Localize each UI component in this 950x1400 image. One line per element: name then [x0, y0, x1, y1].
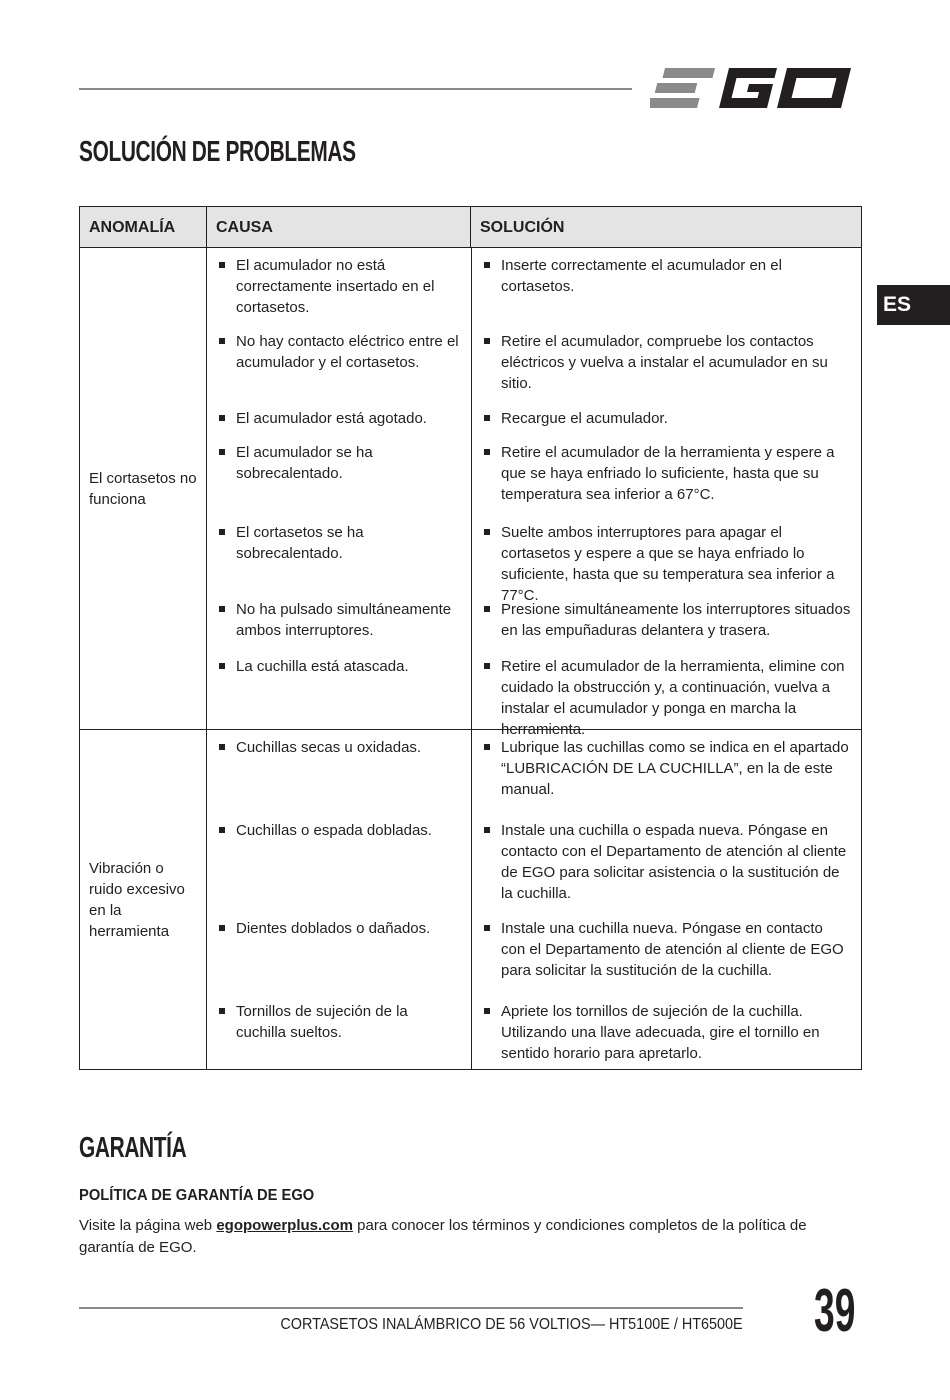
- cause-cell: [207, 248, 471, 324]
- bullet-icon: [219, 606, 225, 612]
- solution-cell: [471, 401, 861, 435]
- bullet-icon: [219, 529, 225, 535]
- warranty-title: GARANTÍA: [79, 1132, 187, 1164]
- cause-solution-row: [207, 324, 861, 401]
- column-header: CAUSA: [207, 207, 471, 248]
- bullet-icon: [484, 1008, 490, 1014]
- cause-text: El acumulador se ha sobrecalentado.: [236, 444, 373, 482]
- page-number: 39: [814, 1277, 856, 1344]
- solution-cell: [471, 592, 861, 649]
- bullet-icon: [219, 744, 225, 750]
- cause-text: Cuchillas o espada dobladas.: [236, 822, 432, 839]
- bullet-icon: [484, 925, 490, 931]
- cause-solution-row: [207, 649, 861, 738]
- cause-text: El acumulador está agotado.: [236, 410, 427, 427]
- cause-solution-row: [207, 515, 861, 604]
- column-header: ANOMALÍA: [80, 207, 207, 248]
- solution-text: Retire el acumulador de la herramienta y espere a que se haya enfriado lo suficiente, hasta que su temperatura sea inferior a 67°C.: [501, 444, 835, 503]
- cause-cell: [207, 324, 471, 401]
- cause-cell: [207, 813, 471, 911]
- warranty-text: Visite la página web egopowerplus.com para conocer los términos y condiciones completos de la política de garantía de EGO.: [79, 1217, 807, 1256]
- cause-cell: [207, 401, 471, 435]
- cause-cell: [207, 911, 471, 994]
- footer-rule: [79, 1307, 743, 1309]
- solution-text: Presione simultáneamente los interruptores situados en las empuñaduras delantera y trasera.: [501, 601, 851, 639]
- bullet-icon: [484, 262, 490, 268]
- cause-solution-row: [207, 592, 861, 649]
- bullet-icon: [219, 338, 225, 344]
- cause-solution-row: [207, 730, 861, 813]
- cause-text: Cuchillas secas u oxidadas.: [236, 739, 422, 756]
- bullet-icon: [484, 744, 490, 750]
- solution-text: Suelte ambos interruptores para apagar el cortasetos y espere a que se haya enfriado lo suficiente, hasta que su temperatura sea inferior a 77°C.: [501, 524, 835, 604]
- cause-cell: [207, 994, 471, 1069]
- footer-product: CORTASETOS INALÁMBRICO DE 56 VOLTIOS— HT5100E / HT6500E: [280, 1316, 743, 1333]
- solution-cell: [471, 515, 861, 604]
- bullet-icon: [484, 606, 490, 612]
- solution-text: Lubrique las cuchillas como se indica en el apartado “LUBRICACIÓN DE LA CUCHILLA”, en la de este manual.: [501, 739, 849, 798]
- cause-cell: [207, 435, 471, 515]
- warranty-subtitle: POLÍTICA DE GARANTÍA DE EGO: [79, 1187, 315, 1204]
- bullet-icon: [484, 449, 490, 455]
- solution-text: Retire el acumulador de la herramienta, elimine con cuidado la obstrucción y, a continuación, vuelva a instalar el acumulador y ponga en marcha la herramienta.: [501, 658, 845, 738]
- solution-cell: [471, 994, 861, 1069]
- solution-cell: [471, 730, 861, 813]
- bullet-icon: [484, 827, 490, 833]
- bullet-icon: [484, 529, 490, 535]
- solution-text: Instale una cuchilla o espada nueva. Póngase en contacto con el Departamento de atención al cliente de EGO para solicitar asistencia o la sustitución de la cuchilla.: [501, 822, 847, 902]
- solution-cell: [471, 435, 861, 515]
- bullet-icon: [484, 338, 490, 344]
- solution-text: Apriete los tornillos de sujeción de la cuchilla. Utilizando una llave adecuada, gire el tornillo en sentido horario para apretarlo.: [501, 1003, 820, 1062]
- solution-text: Recargue el acumulador.: [501, 410, 668, 427]
- solution-cell: [471, 324, 861, 401]
- cause-cell: [207, 730, 471, 813]
- bullet-icon: [219, 415, 225, 421]
- cause-solution-row: [207, 248, 861, 324]
- solution-text: Inserte correctamente el acumulador en el cortasetos.: [501, 257, 782, 295]
- solution-text: Instale una cuchilla nueva. Póngase en contacto con el Departamento de atención al cliente de EGO para solicitar la sustitución de la cuchilla.: [501, 920, 844, 979]
- table-row: [80, 730, 862, 1070]
- cause-cell: [207, 649, 471, 729]
- language-tab: ES: [877, 285, 950, 325]
- cause-solution-row: [207, 994, 861, 1069]
- warranty-link[interactable]: egopowerplus.com: [216, 1217, 354, 1234]
- bullet-icon: [219, 663, 225, 669]
- bullet-icon: [484, 415, 490, 421]
- cause-text: No ha pulsado simultáneamente ambos interruptores.: [236, 601, 452, 639]
- bullet-icon: [219, 449, 225, 455]
- cause-text: No hay contacto eléctrico entre el acumulador y el cortasetos.: [236, 333, 459, 371]
- cause-text: El acumulador no está correctamente insertado en el cortasetos.: [236, 257, 435, 316]
- bullet-icon: [484, 663, 490, 669]
- cause-text: El cortasetos se ha sobrecalentado.: [236, 524, 364, 562]
- cause-text: Tornillos de sujeción de la cuchilla sueltos.: [236, 1003, 408, 1041]
- problem-cell: El cortasetos no funciona: [80, 248, 207, 730]
- solution-cell: [471, 911, 861, 994]
- ego-logo: [650, 64, 862, 112]
- troubleshooting-table: [79, 206, 862, 1070]
- cause-cell: [207, 592, 471, 649]
- table-row: [80, 248, 862, 730]
- bullet-icon: [219, 925, 225, 931]
- solution-cell: [471, 248, 861, 324]
- problem-cell: Vibración o ruido excesivo en la herramienta: [80, 730, 207, 1070]
- solution-cell: [471, 649, 861, 738]
- solution-text: Retire el acumulador, compruebe los contactos eléctricos y vuelva a instalar el acumulador en su sitio.: [501, 333, 828, 392]
- bullet-icon: [219, 262, 225, 268]
- cause-solution-row: [207, 435, 861, 515]
- cause-text: La cuchilla está atascada.: [236, 658, 409, 675]
- cause-text: Dientes doblados o dañados.: [236, 920, 431, 937]
- cause-solution-row: [207, 401, 861, 435]
- solution-cell: [471, 813, 861, 911]
- bullet-icon: [219, 827, 225, 833]
- cause-solution-row: [207, 911, 861, 994]
- header-rule: [79, 88, 632, 90]
- bullet-icon: [219, 1008, 225, 1014]
- troubleshooting-title: SOLUCIÓN DE PROBLEMAS: [79, 136, 356, 168]
- table-header-row: [80, 207, 862, 248]
- cause-solution-row: [207, 813, 861, 911]
- column-header: SOLUCIÓN: [471, 207, 862, 248]
- cause-cell: [207, 515, 471, 592]
